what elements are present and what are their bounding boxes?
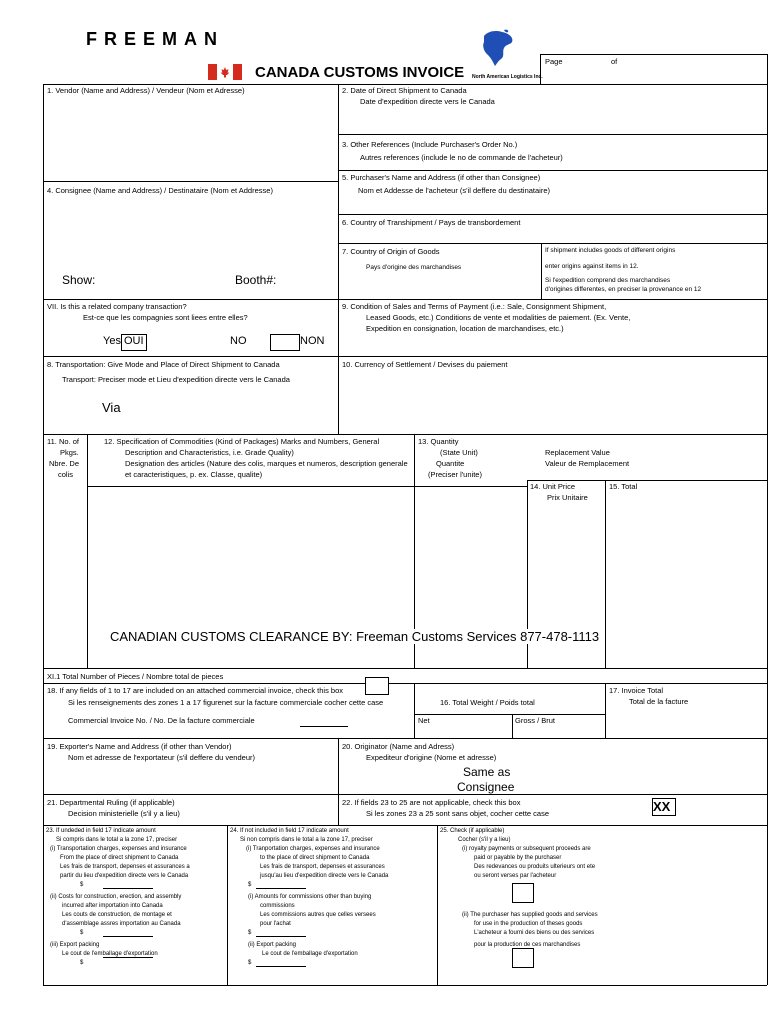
pieces-label: XI.1 Total Number of Pieces / Nombre total de pieces xyxy=(47,672,224,681)
packages-label-1: 11. No. of xyxy=(47,437,79,446)
yes-label: Yes xyxy=(103,335,121,347)
field22-label: 22. If fields 23 to 25 are not applicable, check this box xyxy=(342,798,521,807)
related-transaction-label-fr: Est-ce que les compagnies sont liees entre elles? xyxy=(83,313,248,322)
consignee-text: Consignee xyxy=(457,780,515,794)
field25-line: (i) royalty payments or subsequent proceeds are xyxy=(462,846,591,852)
terms-label: 9. Condition of Sales and Terms of Payment (i.e.: Sale, Consignment Shipment, xyxy=(342,302,607,311)
ruling-label: 21. Departmental Ruling (if applicable) xyxy=(47,798,175,807)
field23-line: (ii) Costs for construction, erection, and assembly xyxy=(50,894,182,900)
packages-label-3: Nbre. De xyxy=(49,459,80,468)
form-title: CANADA CUSTOMS INVOICE xyxy=(255,64,465,81)
field25-line: Cocher (s'il y a lieu) xyxy=(458,837,511,843)
purchaser-label-fr: Nom et Addesse de l'acheteur (s'il deffere du destinataire) xyxy=(358,186,551,195)
field24-line: 24. If not included in field 17 indicate amount xyxy=(230,828,349,834)
replacement-value-label: Replacement Value xyxy=(545,448,610,457)
quantity-label-2: (State Unit) xyxy=(440,448,478,457)
field23-line: Les frais de transport, depenses et assurances a xyxy=(60,864,190,870)
field22-mark: XX xyxy=(653,799,671,814)
date-shipment-label: 2. Date of Direct Shipment to Canada xyxy=(342,86,467,95)
spec-label-1: 12. Specification of Commodities (Kind of Packages) Marks and Numbers, General xyxy=(104,437,380,446)
field23-line: 23. If undeded in field 17 indicate amount xyxy=(46,828,156,834)
field23-line: From the place of direct shipment to Canada xyxy=(60,855,179,861)
field23-line: Si compris dans le total a la zone 17, preciser xyxy=(56,837,178,843)
field23-line: $ xyxy=(80,882,84,888)
field24-line: Les commissions autres que celles versees xyxy=(260,912,376,918)
field25-line: ou seront verses par l'acheteur xyxy=(474,873,557,879)
field24-line: $ xyxy=(248,960,252,966)
field23-line: Le cout de l'emballage d'exportation xyxy=(62,951,158,957)
field24-line: Si non compris dans le total a la zone 17, preciser xyxy=(240,837,373,843)
field24-line: $ xyxy=(248,930,252,936)
no-checkbox[interactable] xyxy=(270,334,300,351)
page-label: Page xyxy=(545,57,563,66)
field24-line: (ii) Export packing xyxy=(248,942,297,948)
gross-label: Gross / Brut xyxy=(515,716,556,725)
field24-line: (i) Tranportation charges, expenses and insurance xyxy=(246,846,380,852)
field24-line: commissions xyxy=(260,903,295,909)
related-transaction-label: VII. Is this a related company transaction? xyxy=(47,302,187,311)
ruling-label-fr: Decision ministerielle (s'il y a lieu) xyxy=(68,809,180,818)
field24-line: (i) Amounts for commissions other than buying xyxy=(248,894,372,900)
booth-label: Booth#: xyxy=(235,273,277,287)
field24-line: jusqu'au lieu d'expedition directe vers le Canada xyxy=(260,873,389,879)
field24-line: Le cout de l'emballage d'exportation xyxy=(262,951,358,957)
currency-label: 10. Currency of Settlement / Devises du paiement xyxy=(342,360,508,369)
consignee-label: 4. Consignee (Name and Address) / Destinataire (Nom et Addresse) xyxy=(47,186,273,195)
net-label: Net xyxy=(418,716,430,725)
no-label: NO xyxy=(230,335,247,347)
north-america-logo-icon xyxy=(478,28,520,68)
field23-line: $ xyxy=(80,960,84,966)
origin-note-1: If shipment includes goods of different origins xyxy=(545,247,676,254)
field25-line-2: (ii) The purchaser has supplied goods and services xyxy=(462,912,598,918)
field25-line: 25. Check (if applicable) xyxy=(440,828,505,834)
originator-label: 20. Originator (Name and Adress) xyxy=(342,742,455,751)
quantity-label-3: Quantite xyxy=(436,459,465,468)
invoice-total-label-fr: Total de la facture xyxy=(629,697,689,706)
transportation-label-fr: Transport: Preciser mode et Lieu d'expedition directe vers le Canada xyxy=(62,375,290,384)
unit-price-label-fr: Prix Unitaire xyxy=(547,493,588,502)
other-references-label-fr: Autres references (include le no de commande de l'acheteur) xyxy=(360,153,563,162)
non-label: NON xyxy=(300,335,325,347)
spec-label-2: Description and Characteristics, i.e. Grade Quality) xyxy=(125,448,294,457)
origin-note-3: Si l'expedition comprend des marchandises xyxy=(545,277,671,284)
invoice-total-label: 17. Invoice Total xyxy=(609,686,664,695)
terms-label-3: Expedition en consignation, location de marchandises, etc.) xyxy=(366,324,564,333)
terms-label-2: Leased Goods, etc.) Conditions de vente et modalities de paiement. (Ex. Vente, xyxy=(366,313,631,322)
date-shipment-label-fr: Date d'expedition directe vers le Canada xyxy=(360,97,495,106)
transhipment-label: 6. Country of Transhipment / Pays de transbordement xyxy=(342,218,521,227)
transportation-label: 8. Transportation: Give Mode and Place of Direct Shipment to Canada xyxy=(47,360,280,369)
unit-price-label: 14. Unit Price xyxy=(530,482,576,491)
field18-checkbox[interactable] xyxy=(365,677,389,695)
canada-flag-icon xyxy=(208,64,242,80)
field23-line: incurred after importation into Canada xyxy=(62,903,163,909)
field24-line: $ xyxy=(248,882,252,888)
packages-label-2: Pkgs. xyxy=(60,448,79,457)
quantity-label-4: (Preciser l'unite) xyxy=(428,470,482,479)
packages-label-4: colis xyxy=(58,470,74,479)
field25-line-2: for use in the production of theses goods xyxy=(474,921,583,927)
logo-text: North American Logistics Inc. xyxy=(472,74,543,80)
exporter-label-fr: Nom et adresse de l'exportateur (s'il deffere du vendeur) xyxy=(68,753,255,762)
quantity-label-1: 13. Quantity xyxy=(418,437,459,446)
brand-name: FREEMAN xyxy=(86,29,224,49)
field24-line: to the place of direct shipment to Canada xyxy=(260,855,370,861)
supplied-goods-checkbox[interactable] xyxy=(512,948,534,968)
origin-note-4: d'origines differentes, en preciser la provenance en 12 xyxy=(545,286,702,293)
spec-label-4: et caracteristiques, p. ex. Classe, qualite) xyxy=(125,470,263,479)
originator-label-fr: Expediteur d'origine (Nome et adresse) xyxy=(366,753,497,762)
total-weight-label: 16. Total Weight / Poids total xyxy=(440,698,535,707)
field24-line: pour l'achat xyxy=(260,921,291,927)
show-label: Show: xyxy=(62,273,96,287)
field22-label-fr: Si les zones 23 a 25 sont sans objet, cocher cette case xyxy=(366,809,550,818)
field23-line: Les couts de construction, de montage et xyxy=(62,912,172,918)
origin-label: 7. Country of Origin of Goods xyxy=(342,247,440,256)
of-label: of xyxy=(611,57,618,66)
exporter-label: 19. Exporter's Name and Address (if other than Vendor) xyxy=(47,742,232,751)
field18-label-fr: Si les renseignements des zones 1 a 17 figurenet sur la facture commerciale cocher cette case xyxy=(68,698,384,707)
field23-line: (i) Transportation charges, expenses and insurance xyxy=(50,846,187,852)
via-text: Via xyxy=(102,400,121,415)
vendor-label: 1. Vendor (Name and Address) / Vendeur (Nom et Adresse) xyxy=(47,86,245,95)
field25-line-2: pour la production de ces marchandises xyxy=(474,942,581,948)
commercial-invoice-label: Commercial Invoice No. / No. De la facture commerciale xyxy=(68,716,255,725)
field25-line-2: L'acheteur a fourni des biens ou des services xyxy=(474,930,595,936)
clearance-banner: CANADIAN CUSTOMS CLEARANCE BY: Freeman Customs Services 877-478-1113 xyxy=(110,629,600,644)
field25-line: paid or payable by the purchaser xyxy=(474,855,562,861)
purchaser-label: 5. Purchaser's Name and Address (if other than Consignee) xyxy=(342,173,541,182)
other-references-label: 3. Other References (Include Purchaser's Order No.) xyxy=(342,140,518,149)
field23-line: $ xyxy=(80,930,84,936)
field23-line: (iii) Export packing xyxy=(50,942,100,948)
oui-label: OUI xyxy=(124,335,144,347)
origin-note-2: enter origins against items in 12. xyxy=(545,263,639,270)
field25-line: Des redevances ou produits ulterieurs ont ete xyxy=(474,864,596,870)
field18-label: 18. If any fields of 1 to 17 are included on an attached commercial invoice, check this box xyxy=(47,686,344,695)
field23-line: d'assemblage assres importation au Canada xyxy=(62,921,181,927)
replacement-value-label-fr: Valeur de Remplacement xyxy=(545,459,630,468)
field24-line: Les frais de transport, depenses et assurances xyxy=(260,864,385,870)
origin-label-fr: Pays d'origine des marchandises xyxy=(366,264,462,271)
royalty-checkbox[interactable] xyxy=(512,883,534,903)
same-as-text: Same as xyxy=(463,765,511,779)
field23-line: partir du lieu d'expedition directe vers le Canada xyxy=(60,873,189,879)
total-column-label: 15. Total xyxy=(609,482,638,491)
spec-label-3: Designation des articles (Nature des colis, marques et numeros, description generale xyxy=(125,459,408,468)
